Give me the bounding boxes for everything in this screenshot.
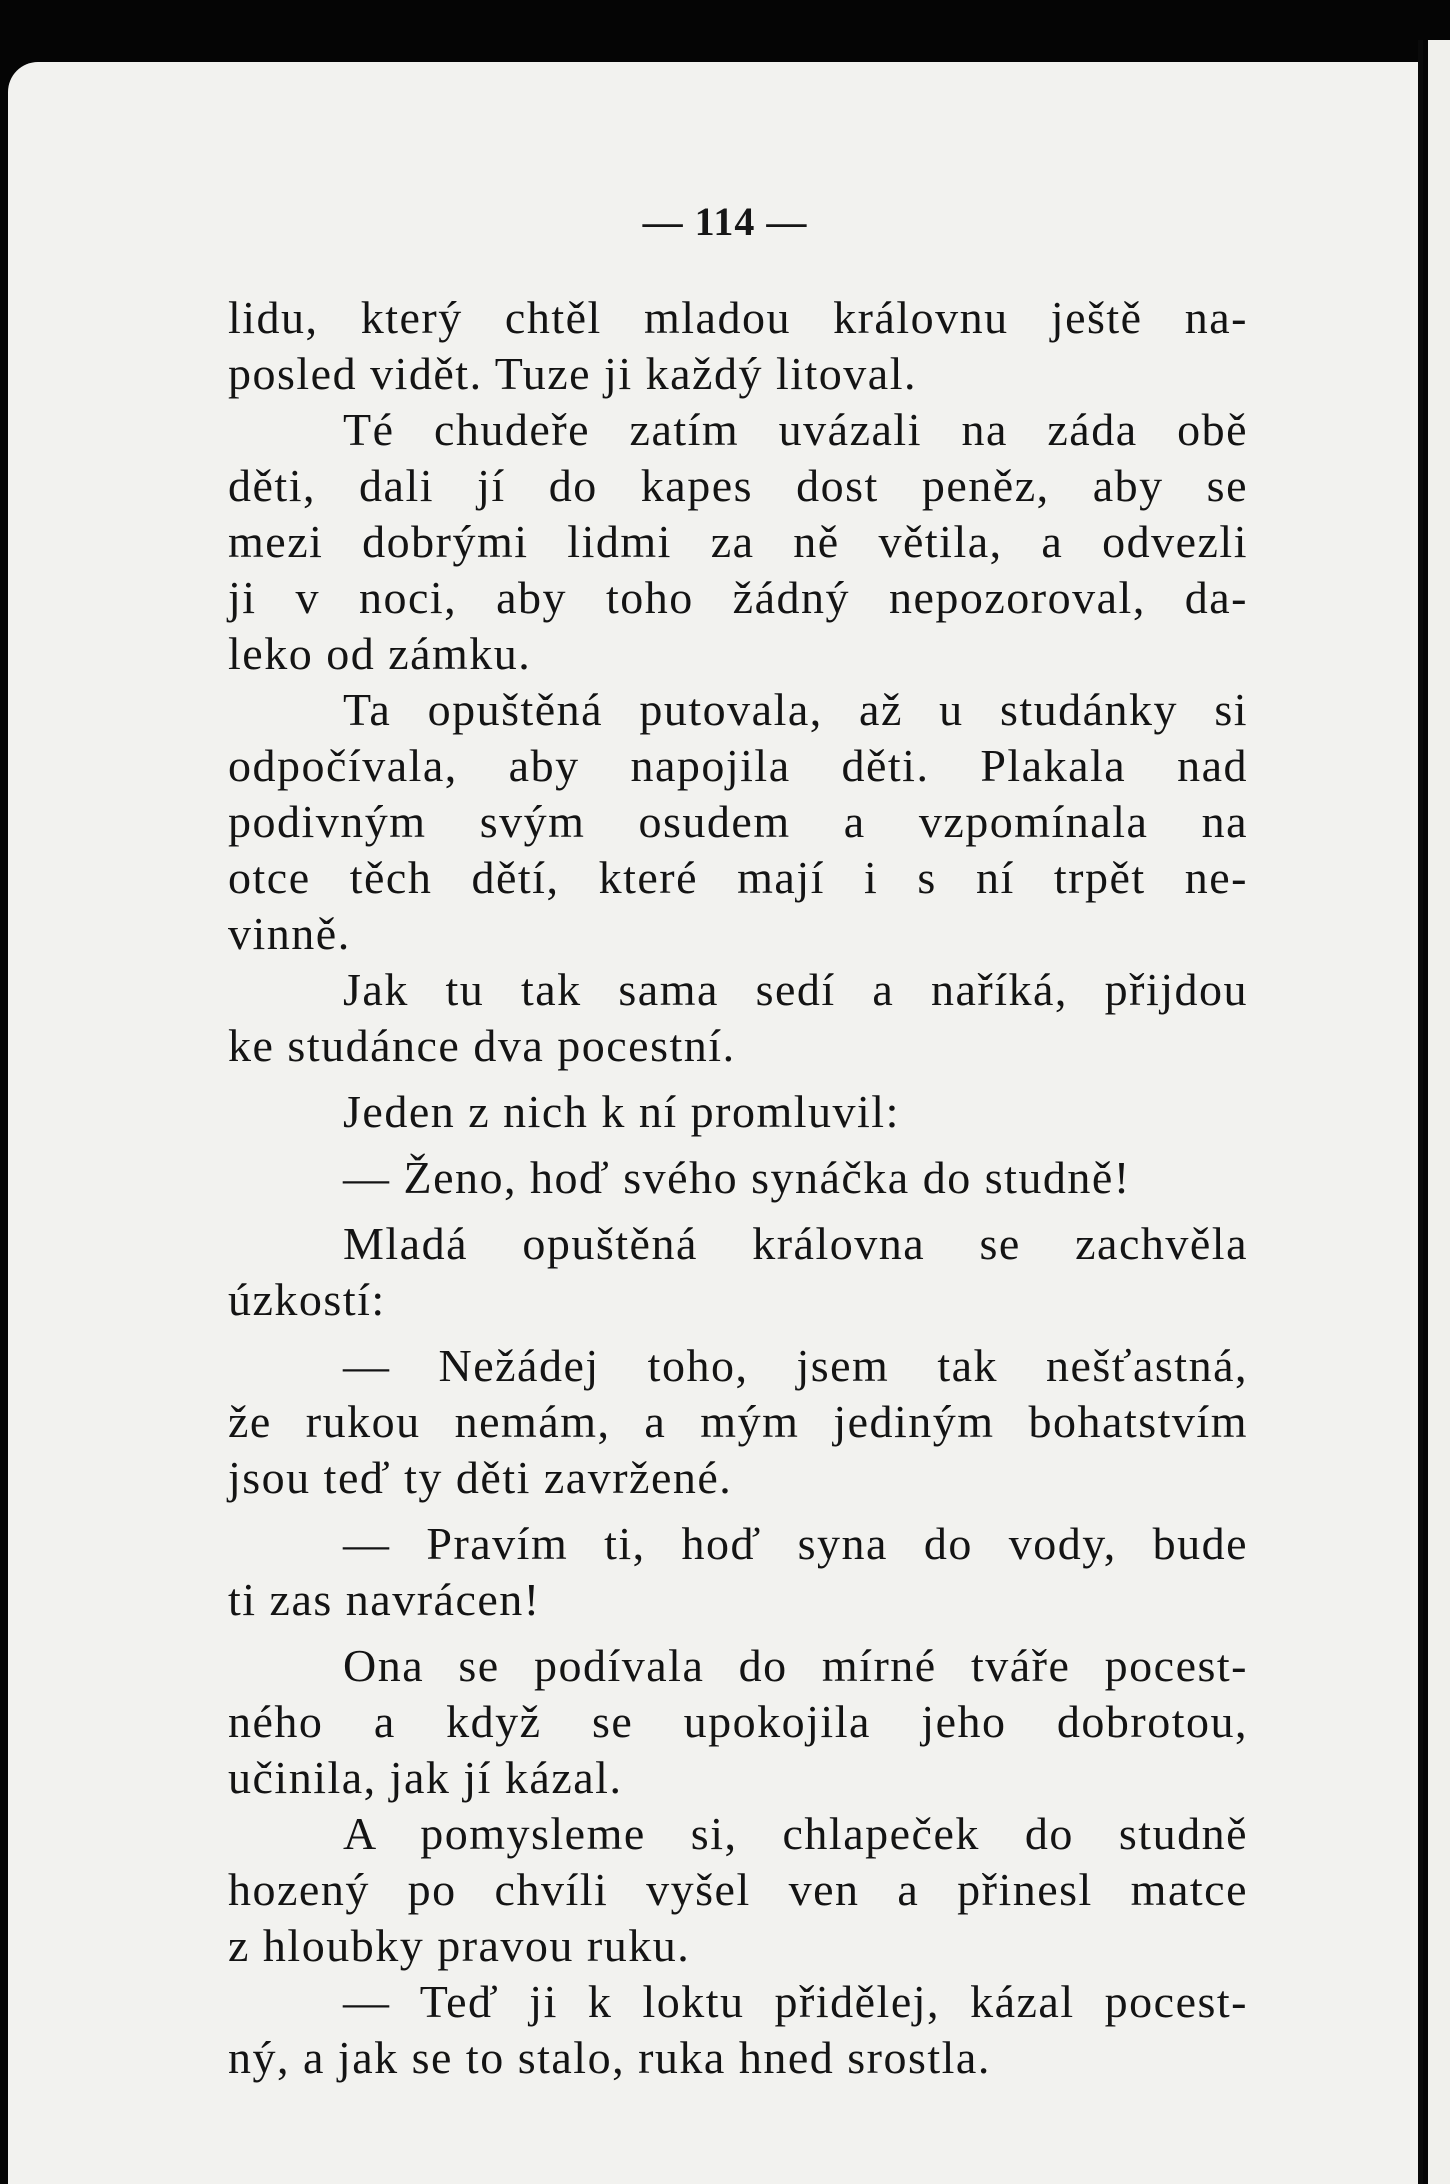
text-line: — Teď ji k loktu přidělej, kázal pocest- — [343, 1976, 1248, 2027]
text-line: Jeden z nich k ní promluvil: — [343, 1086, 900, 1137]
text-line: — Ženo, hoď svého synáčka do studně! — [343, 1152, 1131, 1203]
text-line: ke studánce dva pocestní. — [228, 1020, 736, 1071]
text-line: ný, a jak se to stalo, ruka hned srostla. — [228, 2032, 991, 2083]
text-line: — Nežádej toho, jsem tak nešťastná, — [343, 1340, 1248, 1391]
text-line: leko od zámku. — [228, 628, 532, 679]
text-line: — Pravím ti, hoď syna do vody, bude — [343, 1518, 1248, 1569]
text-line: lidu, který chtěl mladou královnu ještě na- — [228, 292, 1248, 343]
text-line: ného a když se upokojila jeho dobrotou, — [228, 1696, 1248, 1747]
text-line: ti zas navrácen! — [228, 1574, 541, 1625]
page-number: — 114 — — [642, 199, 808, 244]
text-line: děti, dali jí do kapes dost peněz, aby se — [228, 460, 1248, 511]
text-line: Mladá opuštěná královna se zachvěla — [343, 1218, 1248, 1269]
text-line: Té chudeře zatím uvázali na záda obě — [343, 404, 1248, 455]
text-line: mezi dobrými lidmi za ně větila, a odvezli — [228, 516, 1248, 567]
text-line: vinně. — [228, 908, 351, 959]
text-line: A pomysleme si, chlapeček do studně — [343, 1808, 1248, 1859]
next-page-edge — [1428, 40, 1450, 2184]
text-line: posled vidět. Tuze ji každý litoval. — [228, 348, 917, 399]
text-line: úzkostí: — [228, 1274, 386, 1325]
body-text — [228, 290, 1248, 2086]
text-line: podivným svým osudem a vzpomínala na — [228, 796, 1248, 847]
text-line: učinila, jak jí kázal. — [228, 1752, 623, 1803]
text-line: že rukou nemám, a mým jediným bohatstvím — [228, 1396, 1248, 1447]
text-line: odpočívala, aby napojila děti. Plakala nad — [228, 740, 1248, 791]
text-line: Jak tu tak sama sedí a naříká, přijdou — [343, 964, 1248, 1015]
text-line: z hloubky pravou ruku. — [228, 1920, 691, 1971]
text-line: jsou teď ty děti zavržené. — [228, 1452, 733, 1503]
text-line: Ona se podívala do mírné tváře pocest- — [343, 1640, 1248, 1691]
spine-shadow — [1418, 40, 1423, 2184]
text-line: hozený po chvíli vyšel ven a přinesl matce — [228, 1864, 1248, 1915]
text-line: ji v noci, aby toho žádný nepozoroval, da- — [228, 572, 1248, 623]
text-line: otce těch dětí, které mají i s ní trpět ne- — [228, 852, 1248, 903]
text-line: Ta opuštěná putovala, až u studánky si — [343, 684, 1248, 735]
